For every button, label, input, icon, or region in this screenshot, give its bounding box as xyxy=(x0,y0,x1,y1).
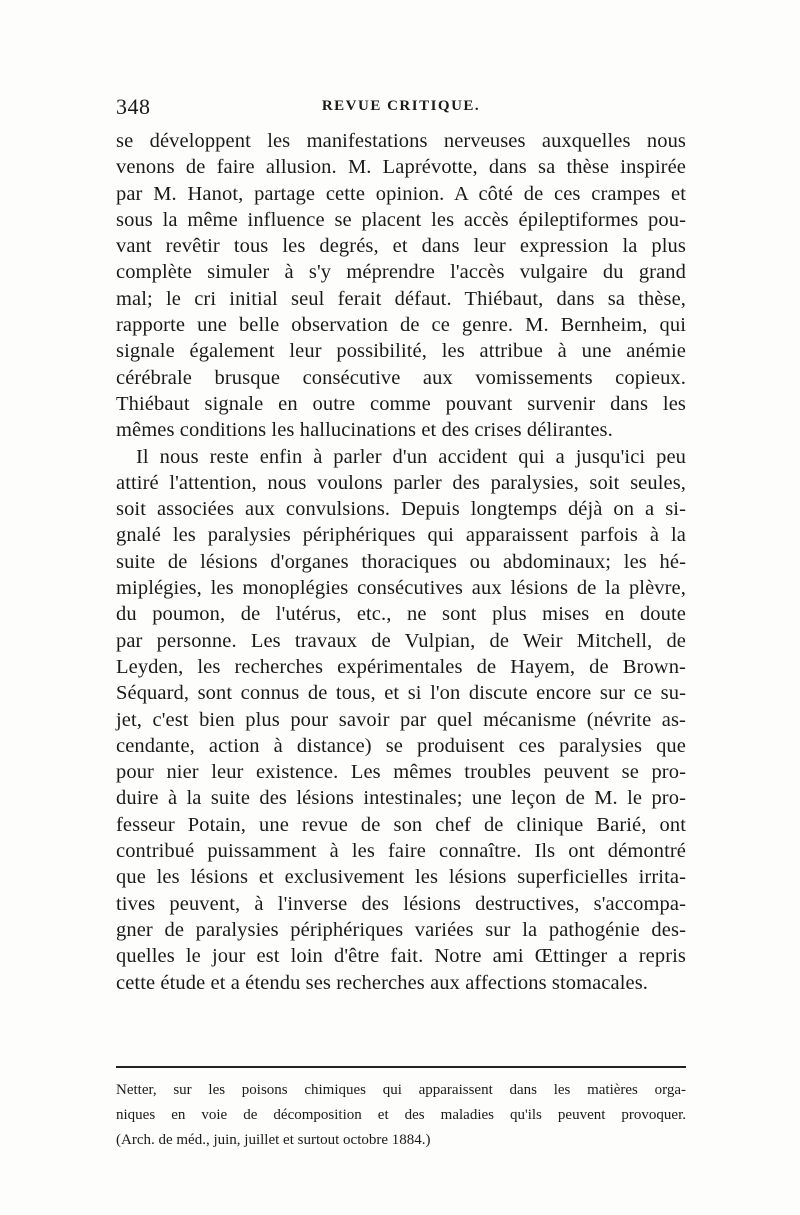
body-line: Séquard, sont connus de tous, et si l'on discute encore sur ce su- xyxy=(116,682,686,705)
body-line: rapporte une belle observation de ce genre. M. Bernheim, qui xyxy=(116,314,686,337)
body-line: vant revêtir tous les degrés, et dans leur expression la plus xyxy=(116,235,686,258)
body-text xyxy=(116,128,686,996)
body-line: complète simuler à s'y méprendre l'accès vulgaire du grand xyxy=(116,261,686,284)
body-line: attiré l'attention, nous voulons parler des paralysies, soit seules, xyxy=(116,471,686,494)
body-line: contribué puissamment à les faire connaître. Ils ont démontré xyxy=(116,840,686,863)
page-header xyxy=(116,94,686,124)
body-line: soit associées aux convulsions. Depuis longtemps déjà on a si- xyxy=(116,498,686,521)
body-line: cette étude et a étendu ses recherches aux affections stomacales. xyxy=(116,971,649,994)
footnote-line: (Arch. de méd., juin, juillet et surtout octobre 1884.) xyxy=(116,1132,431,1148)
body-line: gnalé les paralysies périphériques qui apparaissent parfois à la xyxy=(116,524,686,547)
footnote-divider xyxy=(116,1066,686,1068)
body-line: Leyden, les recherches expérimentales de Hayem, de Brown- xyxy=(116,655,686,678)
body-line: sous la même influence se placent les accès épileptiformes pou- xyxy=(116,208,686,231)
body-line: signale également leur possibilité, les attribue à une anémie xyxy=(116,340,686,363)
body-line: cendante, action à distance) se produisent ces paralysies que xyxy=(116,734,686,757)
body-line: mal; le cri initial seul ferait défaut. Thiébaut, dans sa thèse, xyxy=(116,287,686,310)
body-line: quelles le jour est loin d'être fait. Notre ami Œttinger a repris xyxy=(116,945,686,968)
page-number: 348 xyxy=(116,94,151,119)
body-line: cérébrale brusque consécutive aux vomissements copieux. xyxy=(116,366,686,389)
body-line: du poumon, de l'utérus, etc., ne sont plus mises en doute xyxy=(116,603,686,626)
footnote-line: Netter, sur les poisons chimiques qui apparaissent dans les matières orga- xyxy=(116,1082,686,1098)
body-line: duire à la suite des lésions intestinales; une leçon de M. le pro- xyxy=(116,787,686,810)
body-line: que les lésions et exclusivement les lésions superficielles irrita- xyxy=(116,866,686,889)
body-line: miplégies, les monoplégies consécutives aux lésions de la plèvre, xyxy=(116,577,686,600)
body-line: jet, c'est bien plus pour savoir par quel mécanisme (névrite as- xyxy=(116,708,686,731)
body-line: Thiébaut signale en outre comme pouvant survenir dans les xyxy=(116,392,686,415)
body-line: par personne. Les travaux de Vulpian, de Weir Mitchell, de xyxy=(116,629,686,652)
footnote-line: niques en voie de décomposition et des maladies qu'ils peuvent provoquer. xyxy=(116,1107,686,1123)
body-line: par M. Hanot, partage cette opinion. A côté de ces crampes et xyxy=(116,182,686,205)
body-line: suite de lésions d'organes thoraciques ou abdominaux; les hé- xyxy=(116,550,686,573)
body-line: Il nous reste enfin à parler d'un accident qui a jusqu'ici peu xyxy=(136,445,686,468)
body-line: tives peuvent, à l'inverse des lésions destructives, s'accompa- xyxy=(116,892,686,915)
body-line: mêmes conditions les hallucinations et des crises délirantes. xyxy=(116,419,613,442)
body-line: se développent les manifestations nerveuses auxquelles nous xyxy=(116,130,686,152)
body-line: pour nier leur existence. Les mêmes troubles peuvent se pro- xyxy=(116,761,686,784)
footnote xyxy=(116,1078,686,1153)
body-line: fesseur Potain, une revue de son chef de clinique Barié, ont xyxy=(116,813,686,836)
body-line: venons de faire allusion. M. Laprévotte, dans sa thèse inspirée xyxy=(116,156,686,179)
body-line: gner de paralysies périphériques variées sur la pathogénie des- xyxy=(116,918,686,941)
running-head: REVUE CRITIQUE. xyxy=(321,98,481,114)
